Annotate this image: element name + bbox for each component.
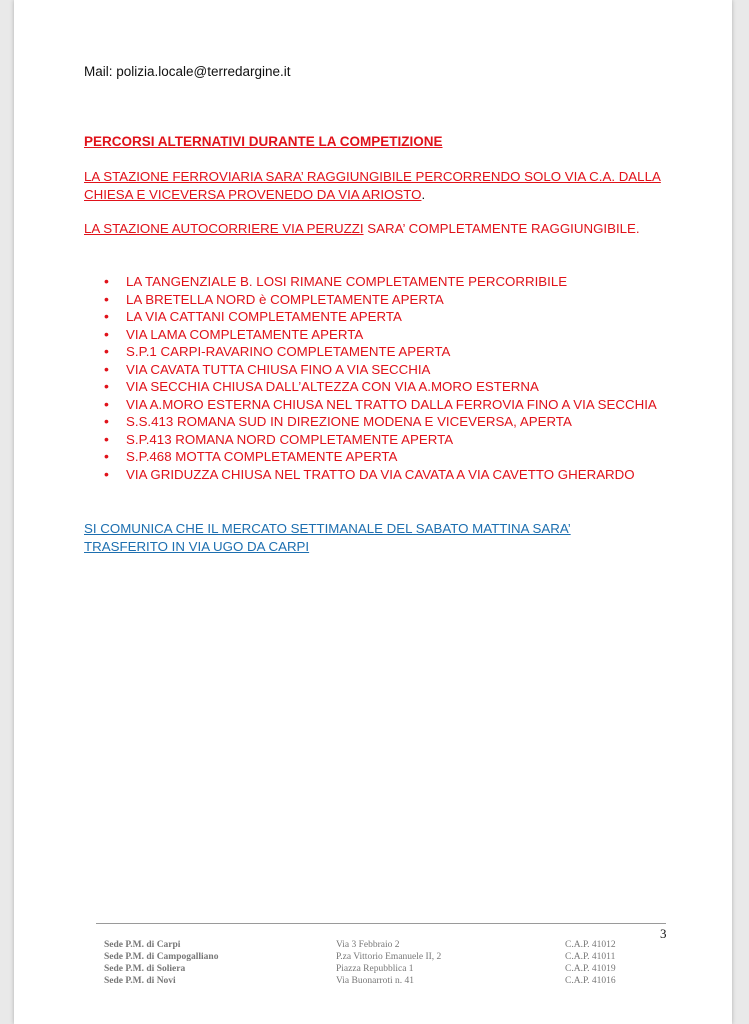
market-notice-link[interactable]: SI COMUNICA CHE IL MERCATO SETTIMANALE DEL SABATO MATTINA SARA’ TRASFERITO IN VIA UGO DA CARPI [84, 521, 571, 554]
footer-row [104, 975, 664, 987]
document-page [14, 0, 732, 1024]
contact-mail: Mail: polizia.locale@terredargine.it [84, 64, 291, 79]
train-station-text: LA STAZIONE FERROVIARIA SARA’ RAGGIUNGIBILE PERCORRENDO SOLO VIA C.A. DALLA CHIESA E VICEVERSA PROVENEDO DA VIA ARIOSTO [84, 169, 661, 202]
bus-station-name: LA STAZIONE AUTOCORRIERE VIA PERUZZI [84, 221, 364, 236]
list-item: • S.P.413 ROMANA NORD COMPLETAMENTE APERTA [84, 431, 674, 449]
footer-divider [96, 923, 666, 924]
office-name: Sede P.M. di Carpi [104, 940, 181, 950]
office-name: Sede P.M. di Campogalliano [104, 952, 219, 962]
list-item: • VIA A.MORO ESTERNA CHIUSA NEL TRATTO DALLA FERROVIA FINO A VIA SECCHIA [84, 396, 674, 414]
footer-offices [104, 939, 664, 987]
office-cap: C.A.P. 41011 [565, 952, 616, 962]
list-item: • LA BRETELLA NORD è COMPLETAMENTE APERTA [84, 291, 674, 309]
office-cap: C.A.P. 41012 [565, 940, 616, 950]
list-item: • VIA SECCHIA CHIUSA DALL’ALTEZZA CON VIA A.MORO ESTERNA [84, 378, 674, 396]
list-item: • S.P.468 MOTTA COMPLETAMENTE APERTA [84, 448, 674, 466]
footer-row [104, 939, 664, 951]
office-address: P.za Vittorio Emanuele II, 2 [336, 952, 442, 962]
office-address: Via Buonarroti n. 41 [336, 976, 415, 986]
office-cap: C.A.P. 41016 [565, 976, 616, 986]
list-item: • VIA CAVATA TUTTA CHIUSA FINO A VIA SECCHIA [84, 361, 674, 379]
page-number: 3 [660, 926, 667, 941]
office-name: Sede P.M. di Novi [104, 976, 176, 986]
bus-station-paragraph [84, 220, 664, 238]
office-address: Via 3 Febbraio 2 [336, 940, 400, 950]
list-item: • VIA LAMA COMPLETAMENTE APERTA [84, 326, 674, 344]
road-status-list [84, 273, 674, 483]
office-name: Sede P.M. di Soliera [104, 964, 186, 974]
bus-station-tail: SARA’ COMPLETAMENTE RAGGIUNGIBILE. [363, 221, 640, 236]
list-item: • LA VIA CATTANI COMPLETAMENTE APERTA [84, 308, 674, 326]
office-cap: C.A.P. 41019 [565, 964, 616, 974]
footer-row [104, 963, 664, 975]
list-item: • VIA GRIDUZZA CHIUSA NEL TRATTO DA VIA CAVATA A VIA CAVETTO GHERARDO [84, 466, 674, 484]
train-station-paragraph [84, 168, 664, 204]
train-station-tail: . [421, 187, 426, 202]
list-item: • S.P.1 CARPI-RAVARINO COMPLETAMENTE APERTA [84, 343, 674, 361]
list-item: • S.S.413 ROMANA SUD IN DIREZIONE MODENA E VICEVERSA, APERTA [84, 413, 674, 431]
list-item: • LA TANGENZIALE B. LOSI RIMANE COMPLETAMENTE PERCORRIBILE [84, 273, 674, 291]
section-title: PERCORSI ALTERNATIVI DURANTE LA COMPETIZIONE [84, 134, 443, 149]
footer-row [104, 951, 664, 963]
office-address: Piazza Repubblica 1 [336, 964, 414, 974]
